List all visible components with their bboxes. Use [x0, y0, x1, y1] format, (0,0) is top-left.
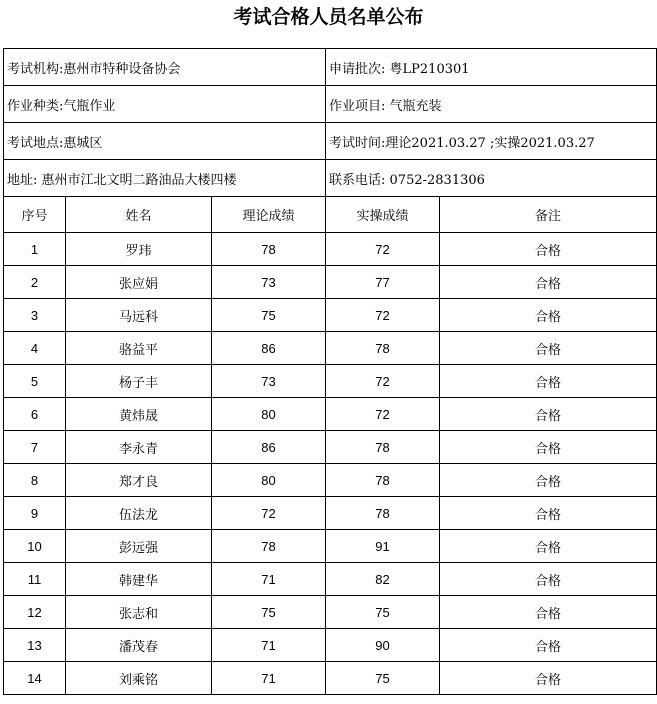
cell-practice: 78 — [326, 464, 440, 497]
cell-remark: 合格 — [440, 662, 657, 695]
cell-theory: 75 — [212, 596, 326, 629]
header-remark: 备注 — [440, 197, 657, 233]
exam-location: 考试地点:惠城区 — [4, 123, 326, 160]
cell-remark: 合格 — [440, 398, 657, 431]
table-row — [4, 398, 657, 431]
cell-index: 13 — [4, 629, 66, 662]
table-row — [4, 332, 657, 365]
cell-theory: 80 — [212, 464, 326, 497]
table-row — [4, 299, 657, 332]
cell-theory: 72 — [212, 497, 326, 530]
cell-name: 刘乘铭 — [66, 662, 212, 695]
table-row — [4, 431, 657, 464]
table-row — [4, 464, 657, 497]
cell-theory: 71 — [212, 629, 326, 662]
cell-practice: 78 — [326, 497, 440, 530]
cell-practice: 72 — [326, 233, 440, 266]
table-row — [4, 497, 657, 530]
cell-name: 马远科 — [66, 299, 212, 332]
cell-remark: 合格 — [440, 299, 657, 332]
work-item: 作业项目: 气瓶充装 — [326, 86, 657, 123]
table-row — [4, 563, 657, 596]
table-row — [4, 596, 657, 629]
cell-practice: 77 — [326, 266, 440, 299]
table-row — [4, 662, 657, 695]
cell-practice: 90 — [326, 629, 440, 662]
cell-remark: 合格 — [440, 431, 657, 464]
phone: 联系电话: 0752-2831306 — [326, 160, 657, 197]
cell-practice: 82 — [326, 563, 440, 596]
exam-org: 考试机构:惠州市特种设备协会 — [4, 49, 326, 86]
cell-theory: 86 — [212, 431, 326, 464]
cell-remark: 合格 — [440, 365, 657, 398]
cell-index: 4 — [4, 332, 66, 365]
cell-name: 罗玮 — [66, 233, 212, 266]
table-header-row — [4, 197, 657, 233]
approval-no: 申请批次: 粤LP210301 — [326, 49, 657, 86]
cell-theory: 80 — [212, 398, 326, 431]
cell-index: 9 — [4, 497, 66, 530]
cell-practice: 91 — [326, 530, 440, 563]
cell-index: 6 — [4, 398, 66, 431]
cell-index: 5 — [4, 365, 66, 398]
cell-practice: 78 — [326, 332, 440, 365]
cell-theory: 86 — [212, 332, 326, 365]
cell-remark: 合格 — [440, 629, 657, 662]
info-row-3 — [4, 123, 657, 160]
qualified-personnel-table — [3, 48, 657, 695]
cell-index: 14 — [4, 662, 66, 695]
table-row — [4, 365, 657, 398]
cell-theory: 71 — [212, 563, 326, 596]
cell-index: 12 — [4, 596, 66, 629]
cell-name: 黄炜晟 — [66, 398, 212, 431]
table-row — [4, 233, 657, 266]
cell-name: 张志和 — [66, 596, 212, 629]
cell-remark: 合格 — [440, 233, 657, 266]
cell-theory: 73 — [212, 365, 326, 398]
address: 地址: 惠州市江北文明二路油品大楼四楼 — [4, 160, 326, 197]
cell-practice: 78 — [326, 431, 440, 464]
cell-index: 11 — [4, 563, 66, 596]
cell-practice: 72 — [326, 299, 440, 332]
cell-name: 潘茂春 — [66, 629, 212, 662]
cell-practice: 75 — [326, 662, 440, 695]
cell-theory: 73 — [212, 266, 326, 299]
cell-name: 骆益平 — [66, 332, 212, 365]
cell-theory: 75 — [212, 299, 326, 332]
cell-index: 7 — [4, 431, 66, 464]
cell-name: 张应娟 — [66, 266, 212, 299]
cell-theory: 78 — [212, 233, 326, 266]
cell-index: 3 — [4, 299, 66, 332]
cell-remark: 合格 — [440, 530, 657, 563]
cell-remark: 合格 — [440, 266, 657, 299]
cell-name: 郑才良 — [66, 464, 212, 497]
cell-theory: 71 — [212, 662, 326, 695]
cell-remark: 合格 — [440, 332, 657, 365]
table-row — [4, 530, 657, 563]
cell-remark: 合格 — [440, 464, 657, 497]
cell-index: 10 — [4, 530, 66, 563]
cell-practice: 72 — [326, 398, 440, 431]
cell-name: 李永青 — [66, 431, 212, 464]
info-row-2 — [4, 86, 657, 123]
cell-index: 1 — [4, 233, 66, 266]
info-row-1 — [4, 49, 657, 86]
cell-name: 伍法龙 — [66, 497, 212, 530]
header-name: 姓名 — [66, 197, 212, 233]
cell-theory: 78 — [212, 530, 326, 563]
cell-remark: 合格 — [440, 497, 657, 530]
cell-name: 韩建华 — [66, 563, 212, 596]
cell-index: 2 — [4, 266, 66, 299]
cell-practice: 72 — [326, 365, 440, 398]
cell-name: 彭远强 — [66, 530, 212, 563]
header-practice: 实操成绩 — [326, 197, 440, 233]
cell-index: 8 — [4, 464, 66, 497]
cell-remark: 合格 — [440, 596, 657, 629]
cell-practice: 75 — [326, 596, 440, 629]
page-title: 考试合格人员名单公布 — [233, 6, 424, 28]
header-index: 序号 — [4, 197, 66, 233]
table-row — [4, 266, 657, 299]
exam-time: 考试时间:理论2021.03.27 ;实操2021.03.27 — [326, 123, 657, 160]
work-type: 作业种类:气瓶作业 — [4, 86, 326, 123]
cell-name: 杨子丰 — [66, 365, 212, 398]
info-row-4 — [4, 160, 657, 197]
header-theory: 理论成绩 — [212, 197, 326, 233]
cell-remark: 合格 — [440, 563, 657, 596]
table-row — [4, 629, 657, 662]
